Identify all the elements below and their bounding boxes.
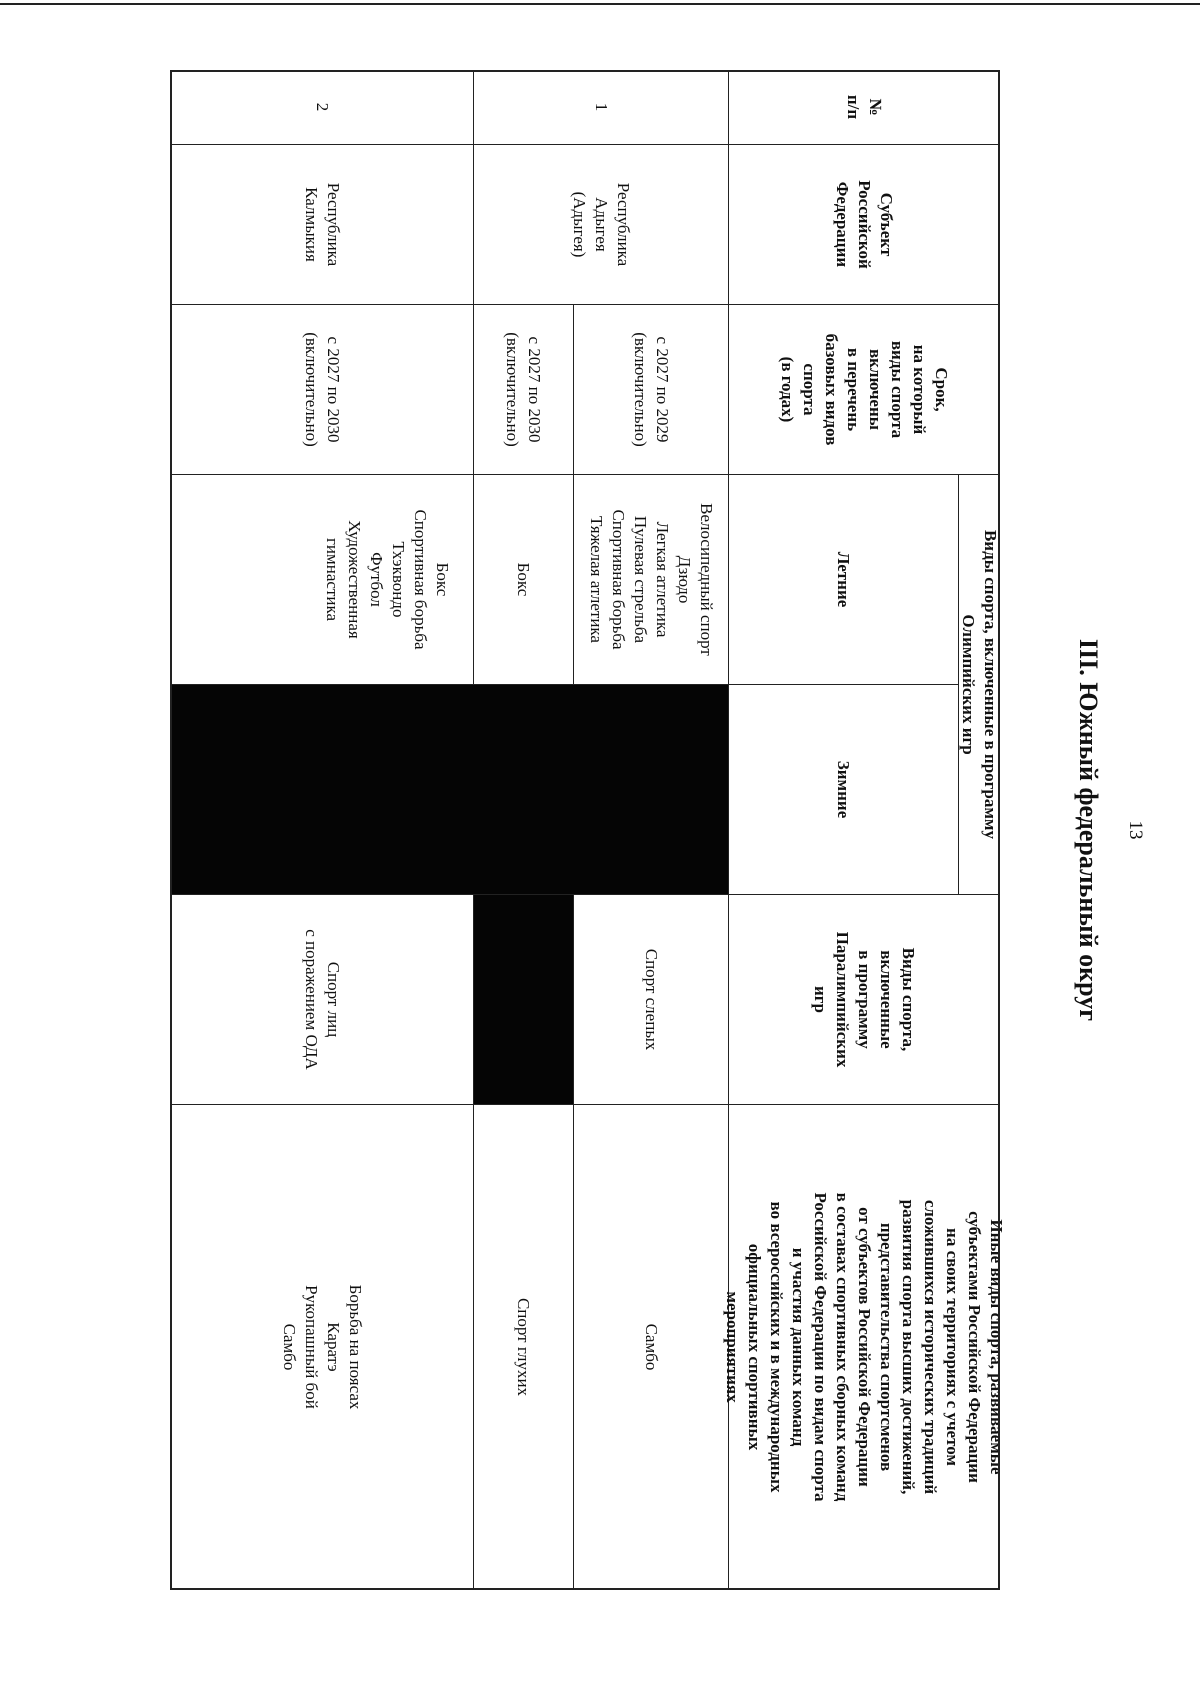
row1-paralympic: Спорт слепых (573, 895, 728, 1105)
header-subject: Субъект Российской Федерации (728, 145, 1000, 305)
redacted-block-winter (170, 685, 728, 895)
header-other: Иные виды спорта, развиваемые субъектами Российской Федерации на своих территориях с учетом сложившихся исторических традиций развития спорта высших достижений, представительства спортсменов от субъектов Российской Федерации в составах спортивных сборных команд Российской Федерации по видам спорта и участия данных команд во всероссийских и в международных официальных спортивных мероприятиях (728, 1105, 1000, 1590)
row2-term: с 2027 по 2030 (включительно) (170, 305, 473, 475)
row1-other-b: Спорт глухих (473, 1105, 573, 1590)
header-summer: Летние (728, 475, 958, 685)
page-heading: III. Южный федеральный округ (1074, 638, 1103, 1022)
header-term: Срок, на который виды спорта включены в перечень базовых видов спорта (в годах) (728, 305, 1000, 475)
row1-other-a: Самбо (573, 1105, 728, 1590)
top-border-line (0, 3, 1200, 5)
row1-subject: Республика Адыгея (Адыгея) (473, 145, 728, 305)
row2-summer: Бокс Спортивная борьба Тхэквондо Футбол Художественная гимнастика (170, 475, 473, 685)
header-num: № п/п (728, 70, 1000, 145)
row1-term-b: с 2027 по 2030 (включительно) (473, 305, 573, 475)
sports-table (170, 70, 1007, 1590)
row1-term-a: с 2027 по 2029 (включительно) (573, 305, 728, 475)
redacted-block-paralympic (473, 895, 573, 1105)
row2-paralympic: Спорт лиц с поражением ОДА (170, 895, 473, 1105)
row2-num: 2 (170, 70, 473, 145)
row2-other: Борьба на поясах Каратэ Рукопашный бой Самбо (170, 1105, 473, 1590)
header-winter: Зимние (728, 685, 958, 895)
row1-summer-a: Велосипедный спорт Дзюдо Легкая атлетика Пулевая стрельба Спортивная борьба Тяжелая атлетика (573, 475, 728, 685)
row2-subject: Республика Калмыкия (170, 145, 473, 305)
header-olympic: Виды спорта, включенные в программу Олимпийских игр (958, 475, 1000, 895)
row1-num: 1 (473, 70, 728, 145)
page-number: 13 (1125, 820, 1146, 840)
header-paralympic: Виды спорта, включенные в программу Паралимпийских игр (728, 895, 1000, 1105)
row1-summer-b: Бокс (473, 475, 573, 685)
rotated-page (170, 70, 1146, 1590)
